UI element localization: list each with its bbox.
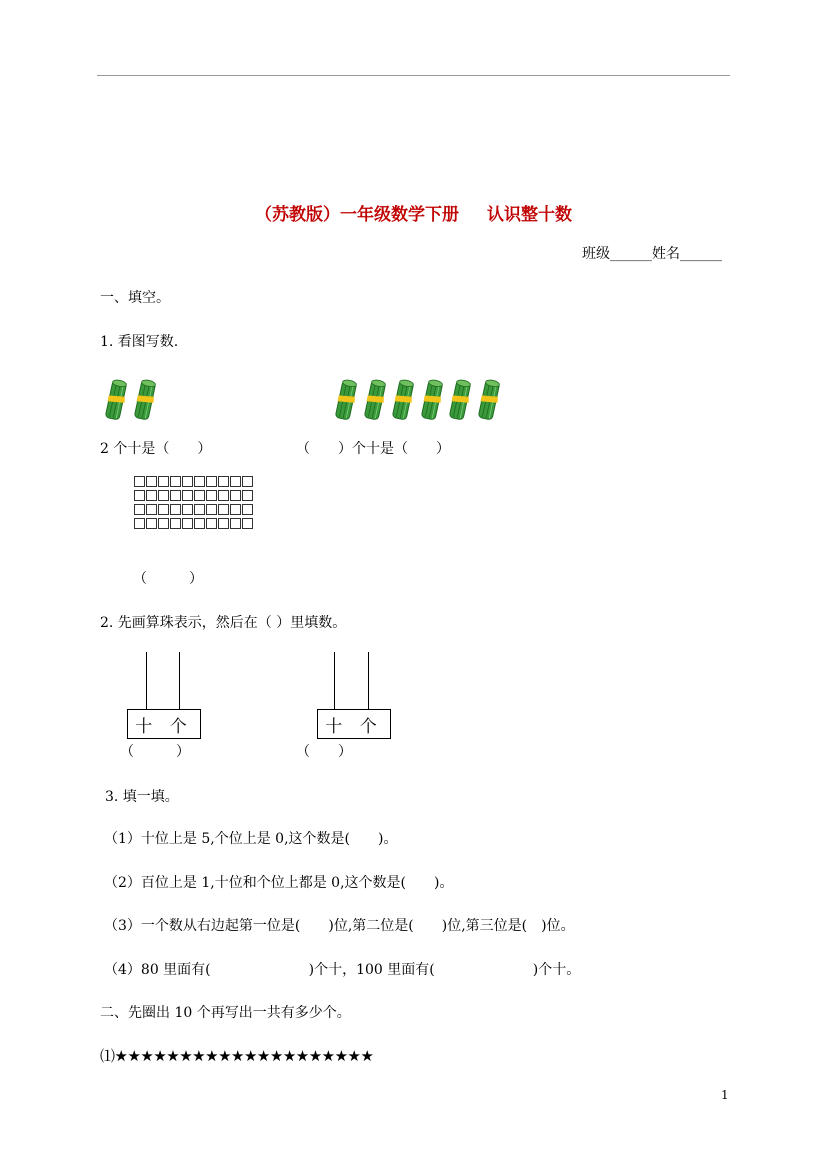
title-left: （苏教版）一年级数学下册 — [255, 205, 459, 225]
grid-square — [206, 476, 217, 487]
star-row: ⑴★★★★★★★★★★★★★★★★★★★★ — [100, 1047, 374, 1065]
grid-square — [170, 490, 181, 501]
grid-square — [194, 504, 205, 515]
ones-rod — [179, 652, 180, 710]
grid-square — [218, 504, 229, 515]
grid-square — [218, 490, 229, 501]
grid-square — [206, 490, 217, 501]
grid-row — [134, 490, 254, 501]
ones-rod — [368, 652, 369, 710]
grid-square — [146, 504, 157, 515]
tens-rod — [334, 652, 335, 710]
stick-bundle-icon — [132, 379, 158, 425]
question-1: 1. 看图写数. — [100, 334, 179, 350]
grid-square — [182, 518, 193, 529]
grid-square — [170, 504, 181, 515]
grid-square — [134, 518, 145, 529]
grid-square — [230, 504, 241, 515]
grid-square — [146, 476, 157, 487]
question-1c: （ ） — [133, 571, 203, 587]
grid-square — [206, 504, 217, 515]
grid-square — [242, 504, 253, 515]
grid-square — [146, 490, 157, 501]
question-2: 2. 先画算珠表示，然后在（ ）里填数。 — [100, 615, 347, 631]
grid-square — [134, 476, 145, 487]
tens-rod — [146, 652, 147, 710]
grid-square — [218, 476, 229, 487]
section-2-heading: 二、先圈出 10 个再写出一共有多少个。 — [100, 1005, 351, 1021]
question-2b: （ ） — [296, 744, 352, 760]
grid-square — [170, 518, 181, 529]
question-3-3: （3）一个数从右边起第一位是( )位,第二位是( )位,第三位是( )位。 — [104, 918, 575, 934]
question-1a: 2 个十是（ ） — [100, 441, 212, 457]
grid-square — [242, 476, 253, 487]
grid-square — [158, 504, 169, 515]
grid-row — [134, 518, 254, 529]
question-1b: （ ）个十是（ ） — [296, 441, 450, 457]
stick-bundle-icon — [103, 379, 129, 425]
question-3: 3. 填一填。 — [105, 789, 179, 805]
grid-square — [170, 476, 181, 487]
grid-row — [134, 476, 254, 487]
grid-square — [158, 490, 169, 501]
question-3-1: （1）十位上是 5,个位上是 0,这个数是( )。 — [104, 831, 398, 847]
title-right: 认识整十数 — [487, 205, 572, 225]
stick-bundle-icon — [419, 379, 445, 425]
grid-square — [218, 518, 229, 529]
question-2a: （ ） — [120, 744, 190, 760]
grid-square — [134, 504, 145, 515]
stick-bundle-icon — [447, 379, 473, 425]
stick-bundle-icon — [362, 379, 388, 425]
section-1-heading: 一、填空。 — [100, 290, 170, 306]
abacus-base: 十 个 — [317, 709, 391, 739]
page-title — [0, 200, 827, 225]
grid-square — [158, 518, 169, 529]
grid-square — [230, 490, 241, 501]
square-grid — [134, 476, 254, 532]
grid-square — [182, 504, 193, 515]
grid-square — [182, 476, 193, 487]
grid-square — [146, 518, 157, 529]
grid-square — [158, 476, 169, 487]
grid-square — [194, 518, 205, 529]
question-3-4: （4）80 里面有( )个十，100 里面有( )个十。 — [104, 962, 581, 978]
abacus-base: 十 个 — [127, 709, 201, 739]
class-name-line: 班级______姓名______ — [582, 246, 722, 262]
grid-row — [134, 504, 254, 515]
grid-square — [242, 518, 253, 529]
grid-square — [230, 518, 241, 529]
grid-square — [194, 490, 205, 501]
grid-square — [230, 476, 241, 487]
grid-square — [242, 490, 253, 501]
question-3-2: （2）百位上是 1,十位和个位上都是 0,这个数是( )。 — [104, 875, 454, 891]
page-number: 1 — [721, 1088, 729, 1102]
grid-square — [194, 476, 205, 487]
grid-square — [206, 518, 217, 529]
stick-bundle-icon — [390, 379, 416, 425]
grid-square — [134, 490, 145, 501]
header-rule — [97, 75, 730, 76]
stick-bundle-icon — [476, 379, 502, 425]
grid-square — [182, 490, 193, 501]
stick-bundle-icon — [333, 379, 359, 425]
